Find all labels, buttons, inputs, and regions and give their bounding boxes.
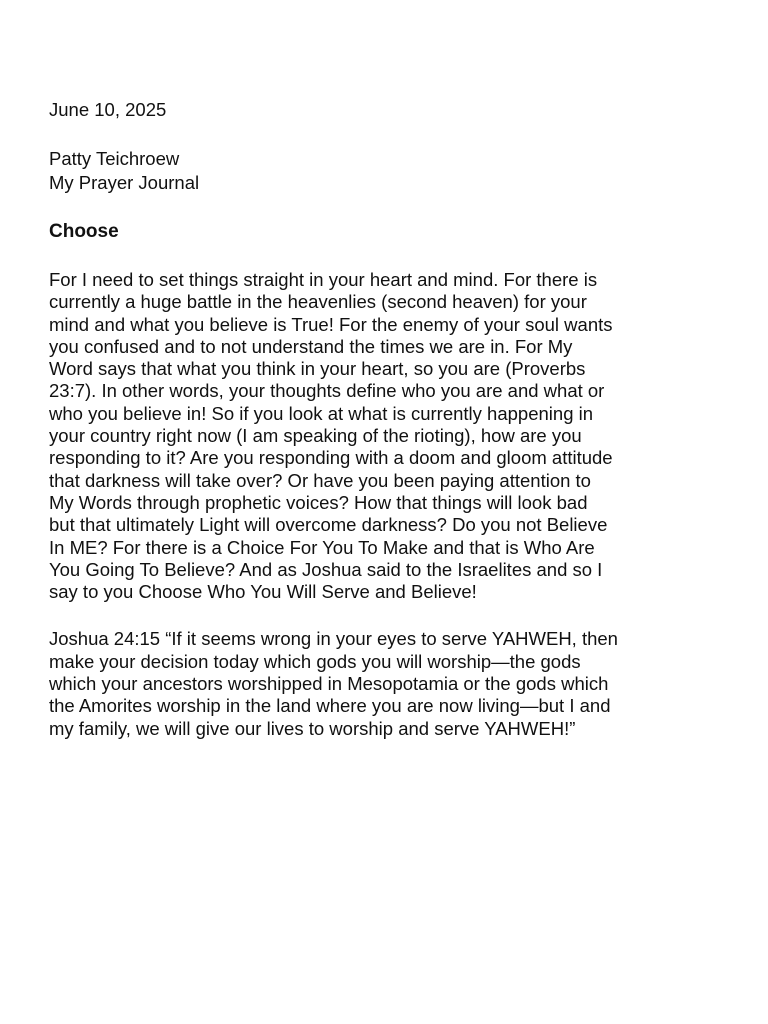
document-date: June 10, 2025: [49, 99, 167, 120]
paragraph-line: you confused and to not understand the times we are in. For My: [49, 335, 573, 357]
journal-name: My Prayer Journal: [49, 172, 200, 193]
paragraph-line: In ME? For there is a Choice For You To Make and that is Who Are: [49, 536, 595, 558]
author-name: Patty Teichroew: [49, 148, 180, 169]
paragraph-line: My Words through prophetic voices? How that things will look bad: [49, 491, 588, 513]
paragraph-1: [49, 269, 729, 603]
paragraph-line: responding to it? Are you responding with a doom and gloom attitude: [49, 447, 613, 469]
paragraph-line: that darkness will take over? Or have you been paying attention to: [49, 469, 591, 491]
paragraph-line: my family, we will give our lives to worship and serve YAHWEH!”: [49, 717, 576, 739]
paragraph-line: mind and what you believe is True! For the enemy of your soul wants: [49, 313, 613, 335]
entry-title: Choose: [49, 221, 119, 242]
paragraph-line: make your decision today which gods you will worship—the gods: [49, 650, 581, 672]
paragraph-line: say to you Choose Who You Will Serve and Believe!: [49, 581, 477, 603]
paragraph-2: [49, 628, 729, 739]
paragraph-line: You Going To Believe? And as Joshua said to the Israelites and so I: [49, 558, 603, 580]
paragraph-line: For I need to set things straight in your heart and mind. For there is: [49, 269, 598, 290]
paragraph-line: 23:7). In other words, your thoughts define who you are and what or: [49, 380, 605, 402]
paragraph-line: Word says that what you think in your heart, so you are (Proverbs: [49, 358, 586, 380]
paragraph-line: your country right now (I am speaking of the rioting), how are you: [49, 425, 582, 447]
document-page: [49, 98, 729, 740]
paragraph-line: but that ultimately Light will overcome darkness? Do you not Believe: [49, 514, 608, 536]
paragraph-line: which your ancestors worshipped in Mesopotamia or the gods which: [49, 673, 609, 695]
paragraph-line: currently a huge battle in the heavenlies (second heaven) for your: [49, 291, 587, 313]
paragraph-line: Joshua 24:15 “If it seems wrong in your eyes to serve YAHWEH, then: [49, 628, 618, 650]
paragraph-line: who you believe in! So if you look at what is currently happening in: [49, 402, 594, 424]
paragraph-line: the Amorites worship in the land where you are now living—but I and: [49, 695, 611, 717]
